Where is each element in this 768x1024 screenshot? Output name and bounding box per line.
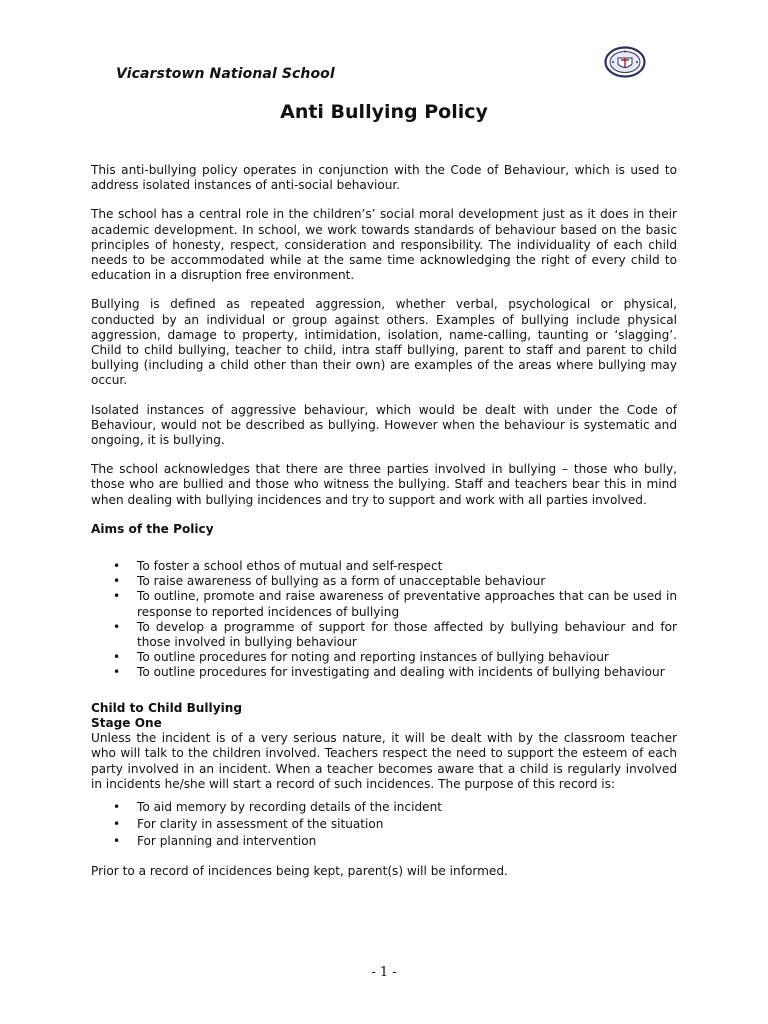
document-title: Anti Bullying Policy <box>280 101 488 123</box>
list-item: • To outline, promote and raise awareness of preventative approaches that can be used in response to reported incidences of bullying <box>91 589 677 619</box>
aims-heading: Aims of the Policy <box>91 521 214 536</box>
paragraph-intro: This anti-bullying policy operates in conjunction with the Code of Behaviour, which is used to address isolated instances of anti-social behaviour. <box>91 163 677 193</box>
list-item: • To develop a programme of support for those affected by bullying behaviour and for those involved in bullying behaviour <box>91 620 677 650</box>
list-item: • For planning and intervention <box>91 834 677 849</box>
list-item: • To outline procedures for investigating and dealing with incidents of bullying behaviour <box>91 665 677 680</box>
list-item: • To aid memory by recording details of the incident <box>91 800 677 815</box>
closing-paragraph: Prior to a record of incidences being kept, parent(s) will be informed. <box>91 863 508 878</box>
paragraph-definition: Bullying is defined as repeated aggression, whether verbal, psychological or physical, conducted by an individual or group against others. Examples of bullying include physical aggression, damage to property, intimidation, isolation, name-calling, taunting or ‘slagging’. Child to child bullying, teacher to child, intra staff bullying, parent to staff and parent to child bullying (including a child other than their own) are examples of the areas where bullying may occur. <box>91 297 677 388</box>
document-body <box>91 163 677 879</box>
paragraph-isolated-instances: Isolated instances of aggressive behaviour, which would be dealt with under the Code of Behaviour, would not be described as bullying. However when the behaviour is systematic and ongoing, it is bullying. <box>91 402 677 448</box>
list-item: • For clarity in assessment of the situation <box>91 817 677 832</box>
purpose-list <box>91 800 677 850</box>
stage-heading: Stage One <box>91 715 162 730</box>
aims-list <box>91 559 677 681</box>
school-name: Vicarstown National School <box>116 66 335 82</box>
list-item: • To raise awareness of bullying as a form of unacceptable behaviour <box>91 574 677 589</box>
list-item: • To foster a school ethos of mutual and self-respect <box>91 559 677 574</box>
section-heading: Child to Child Bullying <box>91 700 243 715</box>
paragraph-role: The school has a central role in the children’s’ social moral development just as it does in their academic development. In school, we work towards standards of behaviour based on the basic principles of honesty, respect, consideration and responsibility. The individuality of each child needs to be accommodated while at the same time acknowledging the right of every child to education in a disruption free environment. <box>91 207 677 283</box>
school-crest-icon <box>604 46 646 78</box>
stage-paragraph: Unless the incident is of a very serious nature, it will be dealt with by the classroom teacher who will talk to the children involved. Teachers respect the need to support the esteem of each party involved in an incident. When a teacher becomes aware that a child is regularly involved in incidents he/she will start a record of such incidences. The purpose of this record is: <box>91 731 677 791</box>
list-item: • To outline procedures for noting and reporting instances of bullying behaviour <box>91 650 677 665</box>
paragraph-three-parties: The school acknowledges that there are three parties involved in bullying – those who bully, those who are bullied and those who witness the bullying. Staff and teachers bear this in mind when dealing with bullying incidences and try to support and work with all parties involved. <box>91 462 677 507</box>
page-number: - 1 - <box>371 965 397 980</box>
